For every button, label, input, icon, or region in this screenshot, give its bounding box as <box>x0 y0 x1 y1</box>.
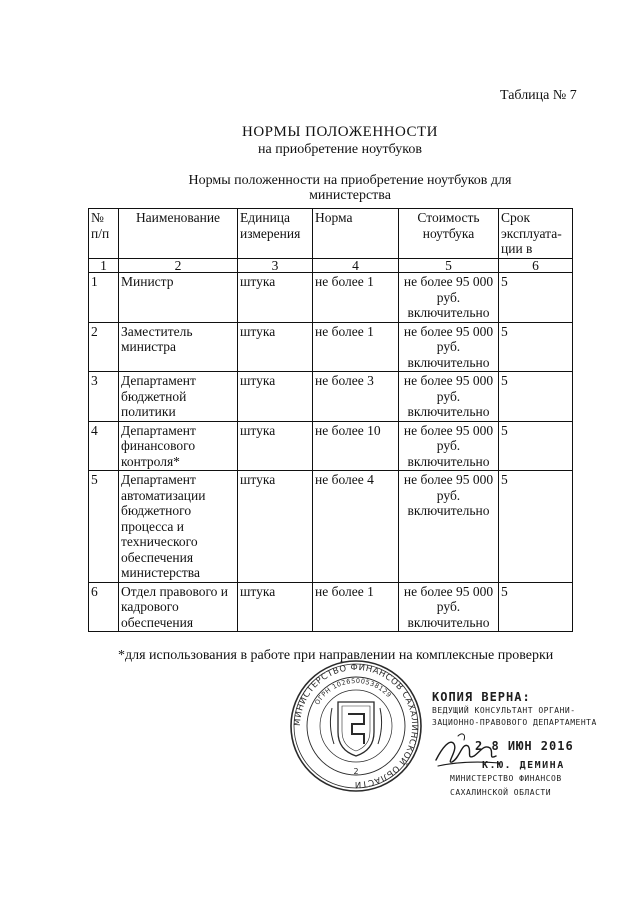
document-subtitle: на приобретение ноутбуков <box>258 142 422 157</box>
col-header-norm: Норма <box>313 209 399 259</box>
row-number: 4 <box>89 421 119 471</box>
row-unit: штука <box>238 322 313 372</box>
table-row <box>89 582 573 632</box>
footnote: *для использования в работе при направлении на комплексные проверки <box>118 648 554 663</box>
seal-ogrn-text: ОГРН 1026500538129 <box>313 676 393 707</box>
table-row <box>89 471 573 583</box>
certifier-position-line: ЗАЦИОННО-ПРАВОВОГО ДЕПАРТАМЕНТА <box>432 718 597 727</box>
column-number: 5 <box>399 259 499 273</box>
row-cost: не более 95 000 руб. включительно <box>399 372 499 422</box>
row-number: 2 <box>89 322 119 372</box>
certifier-name: К.Ю. ДЕМИНА <box>482 760 565 771</box>
row-number: 6 <box>89 582 119 632</box>
row-norm: не более 3 <box>313 372 399 422</box>
row-cost: не более 95 000 руб. включительно <box>399 421 499 471</box>
certifier-position-line: ВЕДУЩИЙ КОНСУЛЬТАНТ ОРГАНИ- <box>432 706 576 715</box>
row-term: 5 <box>499 582 573 632</box>
table-header-row <box>89 209 573 259</box>
col-header-term: Срок эксплуата-ции в <box>499 209 573 259</box>
row-unit: штука <box>238 582 313 632</box>
row-norm: не более 1 <box>313 273 399 323</box>
col-header-name: Наименование <box>119 209 238 259</box>
row-name: Департамент финансового контроля* <box>119 421 238 471</box>
row-norm: не более 1 <box>313 322 399 372</box>
row-norm: не более 4 <box>313 471 399 583</box>
row-number: 1 <box>89 273 119 323</box>
row-unit: штука <box>238 421 313 471</box>
row-term: 5 <box>499 273 573 323</box>
row-name: Министр <box>119 273 238 323</box>
column-number: 6 <box>499 259 573 273</box>
certifier-org-line: МИНИСТЕРСТВО ФИНАНСОВ <box>450 774 562 783</box>
row-term: 5 <box>499 421 573 471</box>
row-cost: не более 95 000 руб. включительно <box>399 322 499 372</box>
row-norm: не более 10 <box>313 421 399 471</box>
signature-icon <box>432 726 504 774</box>
row-name: Департамент бюджетной политики <box>119 372 238 422</box>
table-caption: Нормы положенности на приобретение ноутбуков для министерства <box>188 173 512 203</box>
row-unit: штука <box>238 273 313 323</box>
col-header-cost: Стоимость ноутбука <box>399 209 499 259</box>
row-term: 5 <box>499 471 573 583</box>
column-number: 2 <box>119 259 238 273</box>
row-cost: не более 95 000 руб. включительно <box>399 273 499 323</box>
row-term: 5 <box>499 322 573 372</box>
table-row <box>89 273 573 323</box>
col-header-unit: Единица измерения <box>238 209 313 259</box>
copy-title: КОПИЯ ВЕРНА: <box>432 690 531 704</box>
certification-date: 2 8 ИЮН 2016 <box>475 739 574 753</box>
row-name: Департамент автоматизации бюджетного процесса и технического обеспечения министерства <box>119 471 238 583</box>
row-number: 5 <box>89 471 119 583</box>
row-name: Заместитель министра <box>119 322 238 372</box>
row-number: 3 <box>89 372 119 422</box>
table-row <box>89 322 573 372</box>
column-number: 1 <box>89 259 119 273</box>
row-norm: не более 1 <box>313 582 399 632</box>
column-number: 3 <box>238 259 313 273</box>
norms-table <box>88 208 573 632</box>
seal-bottom-number: 2 <box>353 767 359 776</box>
document-title: НОРМЫ ПОЛОЖЕННОСТИ <box>241 124 438 140</box>
column-number: 4 <box>313 259 399 273</box>
row-unit: штука <box>238 372 313 422</box>
table-row <box>89 421 573 471</box>
row-cost: не более 95 000 руб. включительно <box>399 471 499 583</box>
row-term: 5 <box>499 372 573 422</box>
table-number: Таблица № 7 <box>500 88 577 103</box>
col-header-number: № п/п <box>89 209 119 259</box>
row-cost: не более 95 000 руб. включительно <box>399 582 499 632</box>
certifier-org-line: САХАЛИНСКОЙ ОБЛАСТИ <box>450 788 552 797</box>
table-row <box>89 372 573 422</box>
row-unit: штука <box>238 471 313 583</box>
seal-ring-text: МИНИСТЕРСТВО ФИНАНСОВ САХАЛИНСКОЙ ОБЛАСТИ <box>292 662 420 790</box>
row-name: Отдел правового и кадрового обеспечения <box>119 582 238 632</box>
column-number-row <box>89 259 573 273</box>
official-seal-icon <box>288 658 424 794</box>
